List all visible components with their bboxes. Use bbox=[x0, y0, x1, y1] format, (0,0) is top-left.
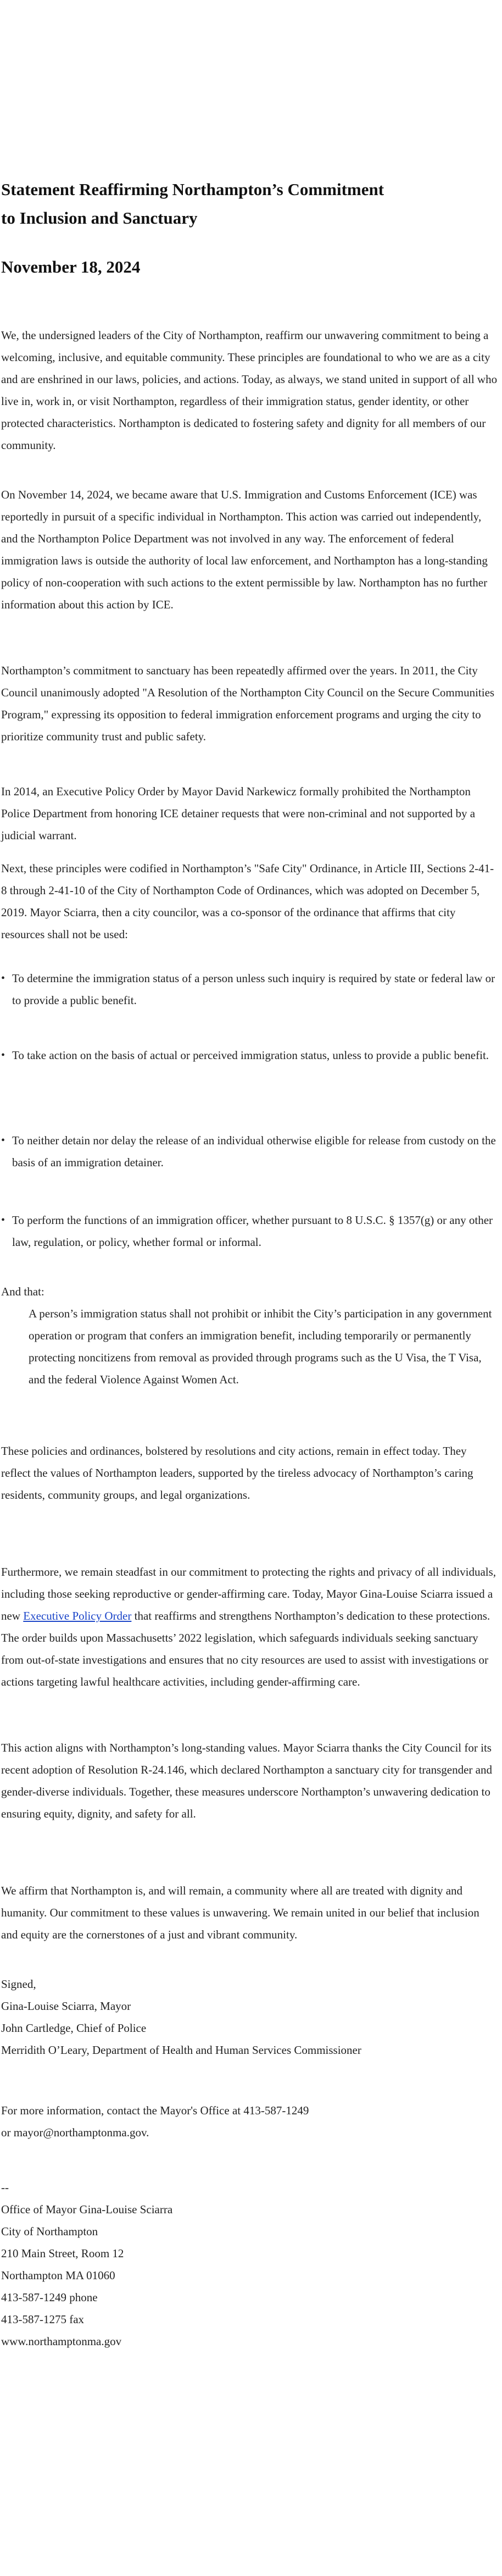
signer-name: Merridith O’Leary, Department of Health and Human Services Commissioner bbox=[1, 2043, 361, 2057]
bullet-icon: • bbox=[1, 1214, 5, 1226]
signature-block bbox=[1, 1973, 498, 2061]
list-item bbox=[1, 1129, 498, 1173]
office-line: 413-587-1249 phone bbox=[1, 2291, 98, 2304]
list-item-text: To determine the immigration status of a person unless such inquiry is required by state or federal law or to provide a public benefit. bbox=[12, 972, 495, 1007]
office-signature bbox=[1, 2176, 498, 2352]
contact-info bbox=[1, 2099, 498, 2143]
office-line: www.northamptonma.gov bbox=[1, 2335, 122, 2348]
signed-label: Signed, bbox=[1, 1977, 36, 1991]
ordinance-quote: A person’s immigration status shall not prohibit or inhibit the City’s participation in any government operation or program that confers an immigration benefit, including temporarily or permanently protecting noncitizens from removal as provided through programs such as the U Visa, the T Visa, and the federal Violence Against Women Act. bbox=[29, 1307, 492, 1386]
separator: -- bbox=[1, 2181, 9, 2194]
contact-line: or mayor@northamptonma.gov. bbox=[1, 2126, 149, 2139]
bullet-icon: • bbox=[1, 1134, 5, 1146]
paragraph-long-standing-values: This action aligns with Northampton’s long-standing values. Mayor Sciarra thanks the City Council for its recent adoption of Resolution R-24.146, which declared Northampton a sanctuary city for transgender and gender-diverse individuals. Together, these measures underscore Northampton’s unwavering dedication to ensuring equity, dignity, and safety for all. bbox=[1, 1741, 492, 1820]
paragraph-policies-in-effect: These policies and ordinances, bolstered by resolutions and city actions, remain in effect today. They reflect the values of Northampton leaders, supported by the tireless advocacy of Northampton’s caring residents, community groups, and legal organizations. bbox=[1, 1444, 473, 1502]
office-line: 413-587-1275 fax bbox=[1, 2313, 85, 2326]
list-item bbox=[1, 1044, 498, 1066]
list-item-text: To perform the functions of an immigration officer, whether pursuant to 8 U.S.C. § 1357(g) or any other law, regulation, or policy, whether formal or informal. bbox=[12, 1214, 493, 1249]
title-line-2: to Inclusion and Sanctuary bbox=[1, 208, 198, 228]
office-line: 210 Main Street, Room 12 bbox=[1, 2247, 124, 2260]
paragraph-text-before-link: Furthermore, we remain steadfast in our commitment to protecting the rights and privacy of all individuals, including those seeking reproductive or gender-affirming care. Today, Mayor Gina-Louise Sciarra issued a new bbox=[1, 1565, 497, 1622]
office-line: City of Northampton bbox=[1, 2225, 98, 2238]
list-item bbox=[1, 1209, 498, 1253]
paragraph-healthcare-protections bbox=[1, 1561, 498, 1693]
paragraph-2011-resolution: Northampton’s commitment to sanctuary has been repeatedly affirmed over the years. In 2011, the City Council unanimously adopted "A Resolution of the Northampton City Council on the Secure Communities Program," expressing its opposition to federal immigration enforcement programs and urging the city to prioritize community trust and public safety. bbox=[1, 664, 495, 743]
paragraph-affirmation: We affirm that Northampton is, and will remain, a community where all are treated with dignity and humanity. Our commitment to these values is unwavering. We remain united in our belief that inclusion and equity are the cornerstones of a just and vibrant community. bbox=[1, 1884, 479, 1941]
executive-policy-order-link[interactable]: Executive Policy Order bbox=[23, 1609, 132, 1622]
list-item-text: To take action on the basis of actual or perceived immigration status, unless to provide a public benefit. bbox=[12, 1049, 489, 1062]
paragraph-commitment: We, the undersigned leaders of the City of Northampton, reaffirm our unwavering commitment to being a welcoming, inclusive, and equitable community. These principles are foundational to who we are as a city and are enshrined in our laws, policies, and actions. Today, as always, we stand united in support of all who live in, work in, or visit Northampton, regardless of their immigration status, gender identity, or other protected characteristics. Northampton is dedicated to fostering safety and dignity for all members of our community. bbox=[1, 329, 498, 452]
bullet-icon: • bbox=[1, 972, 5, 984]
signer-name: John Cartledge, Chief of Police bbox=[1, 2021, 147, 2035]
page-title bbox=[1, 175, 498, 232]
list-item bbox=[1, 967, 498, 1011]
paragraph-safe-city-ordinance: Next, these principles were codified in Northampton’s "Safe City" Ordinance, in Article III, Sections 2-41-8 through 2-41-10 of the City of Northampton Code of Ordinances, which was adopted on December 5, 2019. Mayor Sciarra, then a city councilor, was a co-sponsor of the ordinance that affirms that city resources shall not be used: bbox=[1, 862, 494, 941]
paragraph-ice-action: On November 14, 2024, we became aware that U.S. Immigration and Customs Enforcement (ICE) was reportedly in pursuit of a specific individual in Northampton. This action was carried out independently, and the Northampton Police Department was not involved in any way. The enforcement of federal immigration laws is outside the authority of local law enforcement, and Northampton has a long-standing policy of non-cooperation with such actions to the extent permissible by law. Northampton has no further information about this action by ICE. bbox=[1, 488, 488, 611]
paragraph-text-after-link: that reaffirms and strengthens Northampton’s dedication to these protections. The order builds upon Massachusetts’ 2022 legislation, which safeguards individuals seeking sanctuary from out-of-state investigations and ensures that no city resources are used to assist with investigations or actions targeting lawful healthcare activities, including gender-affirming care. bbox=[1, 1609, 490, 1688]
office-line: Northampton MA 01060 bbox=[1, 2269, 115, 2282]
list-item-text: To neither detain nor delay the release of an individual otherwise eligible for release from custody on the basis of an immigration detainer. bbox=[12, 1134, 496, 1169]
bullet-icon: • bbox=[1, 1049, 5, 1061]
title-line-1: Statement Reaffirming Northampton’s Commitment bbox=[1, 180, 384, 199]
paragraph-2014-order: In 2014, an Executive Policy Order by Mayor David Narkewicz formally prohibited the Northampton Police Department from honoring ICE detainer requests that were non-criminal and not supported by a judicial warrant. bbox=[1, 785, 476, 842]
statement-date: November 18, 2024 bbox=[1, 257, 141, 276]
and-that-label: And that: bbox=[1, 1285, 44, 1298]
contact-line: For more information, contact the Mayor's Office at 413-587-1249 bbox=[1, 2104, 309, 2117]
signer-name: Gina-Louise Sciarra, Mayor bbox=[1, 1999, 131, 2013]
office-line: Office of Mayor Gina-Louise Sciarra bbox=[1, 2203, 173, 2216]
